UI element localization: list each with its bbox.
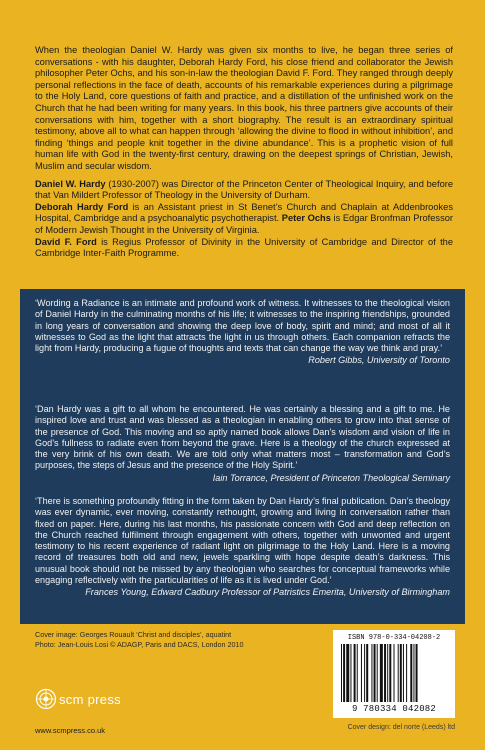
endorsements-panel [20, 289, 465, 624]
book-blurb: When the theologian Daniel W. Hardy was given six months to live, he began three series of conversations - with his daughter, Deborah Hardy Ford, his close friend and collaborator the Jewish philosopher Peter Ochs, and his son-in-law the theologian David F. Ford. They ranged through deeply personal reflections in the face of death, accounts of his remarkable experiences during a pilgrimage to the Holy Land, core questions of faith and practice, and a distillation of the unfinished work on the Church that he had been writing for many years. In this book, his three partners give accounts of their conversations with him, together with a short biography. The result is an extraordinary spiritual testimony, above all to what can happen through ‘allowing the divine to flood in without inhibition’, and finding ‘things and people knit together in the divine abundance’. This is a prophetic vision of full human life with God in the twenty-first century, drawing on the deepest springs of Christian, Jewish, Muslim and secular wisdom. [35, 45, 453, 171]
endorsement-text: ‘Wording a Radiance is an intimate and profound work of witness. It witnesses to the theological vision of Daniel Hardy in the culminating months of his life; it witnesses to the inspiring friendships, grounded in long years of conversation and showing the deep love of body, spirit and mind; and most of all it witnesses to God as the light that attracts the light in us through others. Each companion refracts the light from Hardy, producing a fugue of thoughts and texts that can change the way we think and pray.’ [35, 298, 450, 354]
bio-deborah-name: Deborah Hardy Ford [35, 201, 129, 212]
bio-deborah-text: is an Assistant priest in St Benet’s Church and Chaplain at Addenbrookes Hospital, Cambridge and a psychoanalytic psychotherapist. [35, 201, 453, 224]
barcode-bar [400, 644, 402, 702]
bio-hardy-name: Daniel W. Hardy [35, 178, 106, 189]
barcode-bar [416, 644, 418, 702]
barcode-bar [410, 644, 412, 702]
publisher-name: scm press [59, 692, 121, 707]
photo-credit: Photo: Jean-Louis Losi © ADAGP, Paris and DACS, London 2010 [35, 640, 244, 649]
barcode-bar [377, 644, 378, 702]
bio-hardy-text: (1930-2007) was Director of the Princeton Center of Theological Inquiry, and before that Van Mildert Professor of Theology in the University of Durham. [35, 178, 454, 201]
barcode-bar [361, 644, 362, 702]
isbn-number: ISBN 978-0-334-04208-2 [347, 634, 441, 642]
barcode-bar [384, 644, 386, 702]
barcode-bar [343, 644, 345, 702]
endorsement-attribution: Robert Gibbs, University of Toronto [308, 355, 450, 366]
barcode-bar [413, 644, 414, 702]
bio-hardy [35, 179, 453, 202]
barcode-icon [339, 644, 449, 704]
barcode-bar [398, 644, 399, 702]
bio-ford-text: is Regius Professor of Divinity in the University of Cambridge and Director of the Cambridge Inter-Faith Programme. [35, 236, 453, 259]
barcode-bar [374, 644, 376, 702]
bio-others [35, 202, 453, 260]
barcode-bar [364, 644, 365, 702]
barcode-bar [403, 644, 404, 702]
endorsement-attribution: Frances Young, Edward Cadbury Professor of Patristics Emerita, University of Birmingham [85, 587, 450, 598]
back-cover-text [35, 45, 453, 260]
cover-design-credit: Cover design: del norte (Leeds) ltd [347, 724, 455, 731]
endorsement-young [35, 496, 450, 599]
barcode-bar [346, 644, 349, 702]
author-bios [35, 179, 453, 260]
barcode-bar [380, 644, 383, 702]
barcode-bar [394, 644, 395, 702]
image-credits [35, 630, 244, 650]
publisher-website[interactable]: www.scmpress.co.uk [35, 726, 106, 735]
endorsement-attribution: Iain Torrance, President of Princeton Theological Seminary [212, 472, 450, 483]
bio-ochs-text: is Edgar Bronfman Professor of Modern Jewish Thought in the University of Virginia. [35, 213, 453, 235]
barcode-bar [366, 644, 368, 702]
endorsement-text: ‘There is something profoundly fitting in the form taken by Dan Hardy’s final publication. Dan’s theology was ever dynamic, ever moving, constantly rethought, growing and living in conversation rather than fixed on paper. Here, during his last months, his passionate concern with God and deep reflection on the Church reached fulfilment through engagement with others, together with unwonted and urgent testimony to his recent experience of radiant light on pilgrimage to the Holy Land. Here is a moving record of treasures both old and new, jewels sparkling with hope despite death’s darkness. This unusual book should not be missed by any theologian who searches for conceptual frameworks while engaging reflectively with the particularities of life as it is lived under God.’ [35, 496, 450, 586]
barcode-bar [371, 644, 372, 702]
barcode-bar [389, 644, 391, 702]
barcode-bar [354, 644, 356, 702]
endorsement-torrance [35, 404, 450, 484]
barcode-bar [406, 644, 407, 702]
barcode-bar [387, 644, 388, 702]
scm-press-logo-icon [35, 688, 57, 710]
endorsement-gibbs [35, 298, 450, 367]
barcode-digits: 9 780334 042082 [351, 704, 436, 714]
bio-ochs-name: Peter Ochs [281, 213, 331, 224]
isbn-barcode [333, 630, 455, 718]
cover-image-credit: Cover image: Georges Rouault ‘Christ and disciples’, aquatint [35, 630, 232, 639]
bio-ford-name: David F. Ford [35, 236, 97, 247]
barcode-bar [350, 644, 351, 702]
publisher-logo [35, 688, 155, 734]
endorsement-text: ‘Dan Hardy was a gift to all whom he encountered. He was certainly a blessing and a gift to me. He inspired love and trust and was blessed as a theologian in enabling others to grow into that sense of the presence of God. This moving and so aptly named book allows Dan’s wisdom and vision of life in God’s fullness to radiate even from beyond the grave. Here is a theology of the church expressed at the very brink of his own death. We are told only what matters most – transformation and God’s purposes, the steps of Jesus and the presence of the Holy Spirit.’ [35, 404, 450, 471]
barcode-bar [357, 644, 358, 702]
barcode-bar [341, 644, 342, 702]
